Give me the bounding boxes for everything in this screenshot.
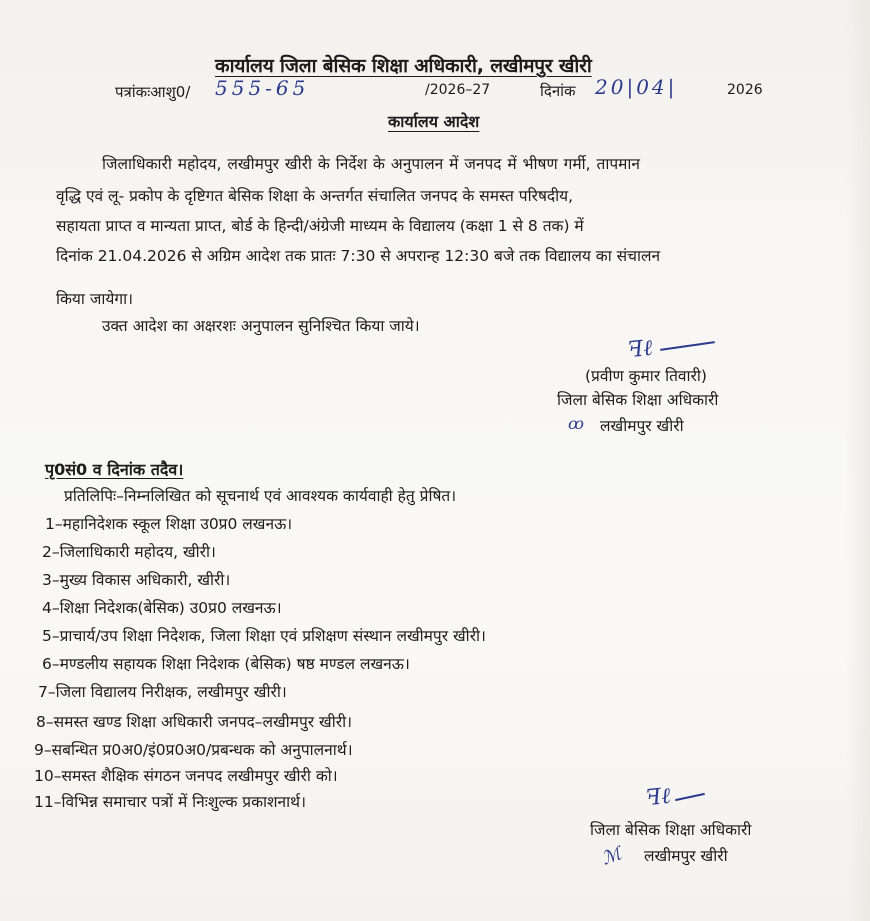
body-line: जिलाधिकारी महोदय, लखीमपुर खीरी के निर्देश के अनुपालन में जनपद में भीषण गर्मी, तापमान [102, 155, 641, 173]
copy-list-item: 10–समस्त शैक्षिक संगठन जनपद लखीमपुर खीरी को। [34, 767, 338, 785]
footer-designation: जिला बेसिक शिक्षा अधिकारी [590, 821, 752, 839]
footer-initials-mark: ℳ [598, 843, 625, 870]
copy-list-item: 9–सबन्धित प्र0अ0/इं0प्र0अ0/प्रबन्धक को अनुपालनार्थ। [34, 741, 353, 759]
copy-list-item: 4–शिक्षा निदेशक(बेसिक) उ0प्र0 लखनऊ। [42, 599, 282, 617]
initials-mark: ꝏ [568, 414, 584, 433]
copy-list-item: 8–समस्त खण्ड शिक्षा अधिकारी जनपद–लखीमपुर खीरी। [36, 713, 352, 731]
copy-list-item: 11–विभिन्न समाचार पत्रों में निःशुल्क प्रकाशनार्थ। [34, 793, 306, 811]
office-title: कार्यालय जिला बेसिक शिक्षा अधिकारी, लखीमपुर खीरी [215, 55, 592, 77]
body-line: वृद्धि एवं लू- प्रकोप के दृष्टिगत बेसिक शिक्षा के अन्तर्गत संचालित जनपद के समस्त परिषदीय, [56, 187, 574, 205]
copy-list-item: 7–जिला विद्यालय निरीक्षक, लखीमपुर खीरी। [38, 683, 287, 701]
signatory-location: लखीमपुर खीरी [600, 417, 684, 435]
footer-signature-stroke [675, 793, 705, 801]
signatory-designation: जिला बेसिक शिक्षा अधिकारी [557, 391, 719, 409]
compliance-line: उक्त आदेश का अक्षरशः अनुपालन सुनिश्चित किया जाये। [102, 317, 420, 335]
handwritten-ref-number: 555-65 [215, 76, 310, 100]
signature-stroke [660, 341, 715, 351]
handwritten-date: 20|04| [595, 75, 678, 99]
body-line: सहायता प्राप्त व मान्यता प्राप्त, बोर्ड के हिन्दी/अंग्रेजी माध्यम के विद्यालय (कक्षा 1 से 8 तक) में [56, 217, 584, 235]
copy-list-item: 6–मण्डलीय सहायक शिक्षा निदेशक (बेसिक) षष्ठ मण्डल लखनऊ। [42, 655, 410, 673]
copy-list-item: 1–महानिदेशक स्कूल शिक्षा उ0प्र0 लखनऊ। [45, 515, 293, 533]
body-line: दिनांक 21.04.2026 से अग्रिम आदेश तक प्रातः 7:30 से अपरान्ह 12:30 बजे तक विद्यालय का संचालन [56, 247, 661, 265]
ref-session: /2026–27 [425, 82, 491, 98]
signatory-name: (प्रवीण कुमार तिवारी) [585, 367, 707, 385]
footer-location: लखीमपुर खीरी [644, 847, 728, 865]
footer-signature-mark: ꟻℓ [644, 783, 672, 812]
copy-intro: प्रतिलिपिः–निम्नलिखित को सूचनार्थ एवं आवश्यक कार्यवाही हेतु प्रेषित। [64, 487, 457, 505]
copy-list-item: 3–मुख्य विकास अधिकारी, खीरी। [42, 571, 231, 589]
copy-list-item: 5–प्राचार्य/उप शिक्षा निदेशक, जिला शिक्षा एवं प्रशिक्षण संस्थान लखीमपुर खीरी। [42, 627, 486, 645]
body-line: किया जायेगा। [56, 290, 133, 308]
ref-prefix: पत्रांकःआशु0/ [115, 83, 191, 101]
signature-mark: ꟻℓ [626, 335, 654, 364]
copy-list-item: 2–जिलाधिकारी महोदय, खीरी। [42, 543, 216, 561]
date-year: 2026 [727, 82, 763, 98]
date-label: दिनांक [540, 82, 576, 100]
order-heading: कार्यालय आदेश [388, 112, 480, 131]
endorsement-heading: पृ0सं0 व दिनांक तदैव। [45, 460, 184, 479]
